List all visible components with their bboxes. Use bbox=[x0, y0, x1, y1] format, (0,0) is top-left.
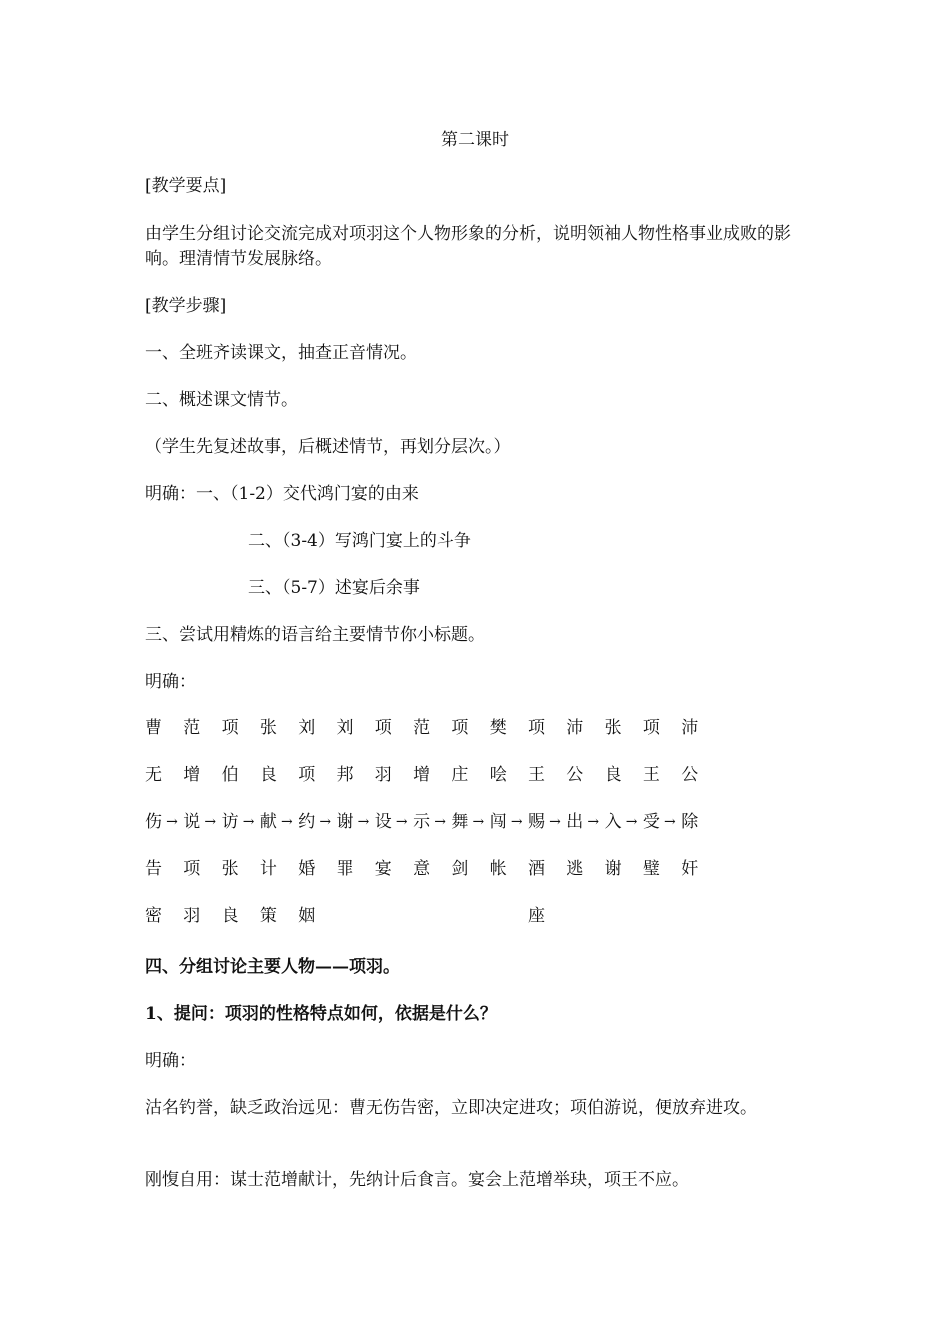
plot-grid-char: 项 bbox=[221, 718, 239, 738]
plot-arrow-icon: → bbox=[510, 814, 523, 830]
plot-grid-char: 羽 bbox=[374, 765, 392, 785]
plot-arrow-icon: → bbox=[319, 814, 332, 830]
plot-grid-char: 刘 bbox=[298, 718, 316, 738]
plot-grid-char: 入 bbox=[604, 812, 622, 832]
plot-grid-char: 意 bbox=[413, 859, 431, 879]
plot-grid-char: 张 bbox=[221, 859, 239, 879]
plot-grid-char: 范 bbox=[413, 718, 431, 738]
plot-grid-char: 计 bbox=[259, 859, 277, 879]
plot-arrow-icon: → bbox=[664, 814, 676, 830]
plot-grid-char: 项 bbox=[451, 718, 469, 738]
plot-grid-char: 伤 bbox=[145, 812, 162, 832]
plot-grid-char: 策 bbox=[259, 906, 277, 926]
plot-arrow-icon: → bbox=[242, 814, 255, 830]
plot-arrow-icon: → bbox=[357, 814, 370, 830]
plot-grid-char: 邦 bbox=[336, 765, 354, 785]
plot-grid-char: 说 bbox=[183, 812, 201, 832]
plot-grid-char: 除 bbox=[681, 812, 699, 832]
plot-arrow-icon: → bbox=[434, 814, 446, 830]
plot-grid-char: 告 bbox=[145, 859, 162, 879]
step-4: 四、分组讨论主要人物——项羽。 bbox=[145, 957, 400, 977]
step-2: 二、概述课文情节。 bbox=[145, 390, 298, 410]
plot-grid-char: 张 bbox=[259, 718, 277, 738]
page-title: 第二课时 bbox=[441, 130, 509, 150]
clarify-3: 明确： bbox=[145, 1051, 196, 1071]
plot-grid-char: 庄 bbox=[451, 765, 469, 785]
clarify-1-part-2: 二、（3-4）写鸿门宴上的斗争 bbox=[248, 531, 471, 551]
plot-grid-char: 增 bbox=[183, 765, 201, 785]
plot-grid-char: 闯 bbox=[489, 812, 507, 832]
steps-heading: [教学步骤] bbox=[145, 296, 227, 316]
clarify-1-part-3: 三、（5-7）述宴后余事 bbox=[248, 578, 420, 598]
plot-arrow-icon: → bbox=[395, 814, 408, 830]
plot-grid-char: 酒 bbox=[528, 859, 545, 879]
step-1: 一、全班齐读课文，抽查正音情况。 bbox=[145, 343, 417, 363]
plot-grid-char: 舞 bbox=[451, 812, 469, 832]
plot-arrow-icon: → bbox=[587, 814, 600, 830]
plot-grid-char: 剑 bbox=[451, 859, 469, 879]
plot-grid-char: 项 bbox=[183, 859, 201, 879]
plot-grid-char: 樊 bbox=[489, 718, 507, 738]
plot-grid-char: 良 bbox=[259, 765, 277, 785]
key-points-heading: [教学要点] bbox=[145, 176, 227, 196]
plot-arrow-icon: → bbox=[472, 814, 485, 830]
plot-grid-char: 奸 bbox=[681, 859, 699, 879]
trait-1: 沽名钓誉，缺乏政治远见：曹无伤告密，立即决定进攻；项伯游说，便放弃进攻。 bbox=[145, 1098, 757, 1118]
plot-grid-char: 良 bbox=[604, 765, 622, 785]
plot-arrow-icon: → bbox=[549, 814, 561, 830]
plot-grid-char: 受 bbox=[642, 812, 660, 832]
plot-arrow-icon: → bbox=[204, 814, 217, 830]
plot-grid-char: 范 bbox=[183, 718, 201, 738]
plot-grid-char: 王 bbox=[528, 765, 545, 785]
plot-grid-char: 宴 bbox=[374, 859, 392, 879]
plot-grid-char: 璧 bbox=[642, 859, 660, 879]
plot-arrow-icon: → bbox=[625, 814, 638, 830]
plot-grid-char: 约 bbox=[298, 812, 316, 832]
plot-grid-char: 良 bbox=[221, 906, 239, 926]
plot-grid-char: 刘 bbox=[336, 718, 354, 738]
plot-arrow-icon: → bbox=[281, 814, 293, 830]
plot-grid-char: 出 bbox=[566, 812, 584, 832]
plot-grid-char: 设 bbox=[374, 812, 392, 832]
plot-arrow-icon: → bbox=[166, 814, 178, 830]
plot-grid-char: 沛 bbox=[566, 718, 584, 738]
plot-grid-char: 曹 bbox=[145, 718, 162, 738]
plot-grid-char: 项 bbox=[374, 718, 392, 738]
key-points-text: 由学生分组讨论交流完成对项羽这个人物形象的分析，说明领袖人物性格事业成败的影响。理清情节发展脉络。 bbox=[145, 224, 791, 269]
plot-grid-char: 公 bbox=[566, 765, 584, 785]
plot-grid-char: 献 bbox=[259, 812, 277, 832]
plot-grid-char: 伯 bbox=[221, 765, 239, 785]
plot-grid-char: 哙 bbox=[489, 765, 507, 785]
plot-grid-char: 张 bbox=[604, 718, 622, 738]
step-3: 三、尝试用精炼的语言给主要情节你小标题。 bbox=[145, 625, 485, 645]
plot-grid-char: 密 bbox=[145, 906, 162, 926]
plot-grid-char: 项 bbox=[642, 718, 660, 738]
plot-grid-char: 公 bbox=[681, 765, 699, 785]
plot-grid-char: 王 bbox=[642, 765, 660, 785]
question-1: 1、提问：项羽的性格特点如何，依据是什么？ bbox=[145, 1004, 497, 1024]
plot-grid-char: 帐 bbox=[489, 859, 507, 879]
plot-grid-char: 赐 bbox=[528, 812, 545, 832]
plot-grid-char: 项 bbox=[528, 718, 545, 738]
clarify-1: 明确：一、（1-2）交代鸿门宴的由来 bbox=[145, 484, 419, 504]
plot-grid-char: 座 bbox=[528, 906, 545, 926]
plot-grid-char: 示 bbox=[413, 812, 431, 832]
plot-grid-char: 婚 bbox=[298, 859, 316, 879]
plot-grid-char: 羽 bbox=[183, 906, 201, 926]
plot-grid-char: 无 bbox=[145, 765, 162, 785]
plot-grid-char: 谢 bbox=[336, 812, 354, 832]
trait-2: 刚愎自用：谋士范增献计，先纳计后食言。宴会上范增举玦，项王不应。 bbox=[145, 1170, 689, 1190]
step-2-note: （学生先复述故事，后概述情节，再划分层次。） bbox=[145, 437, 511, 457]
plot-grid-char: 罪 bbox=[336, 859, 354, 879]
plot-grid-char: 访 bbox=[221, 812, 239, 832]
plot-grid-char: 项 bbox=[298, 765, 316, 785]
clarify-2: 明确： bbox=[145, 672, 196, 692]
plot-grid-char: 增 bbox=[413, 765, 431, 785]
plot-grid-char: 逃 bbox=[566, 859, 584, 879]
plot-grid-char: 姻 bbox=[298, 906, 316, 926]
plot-grid-char: 谢 bbox=[604, 859, 622, 879]
plot-grid-char: 沛 bbox=[681, 718, 699, 738]
